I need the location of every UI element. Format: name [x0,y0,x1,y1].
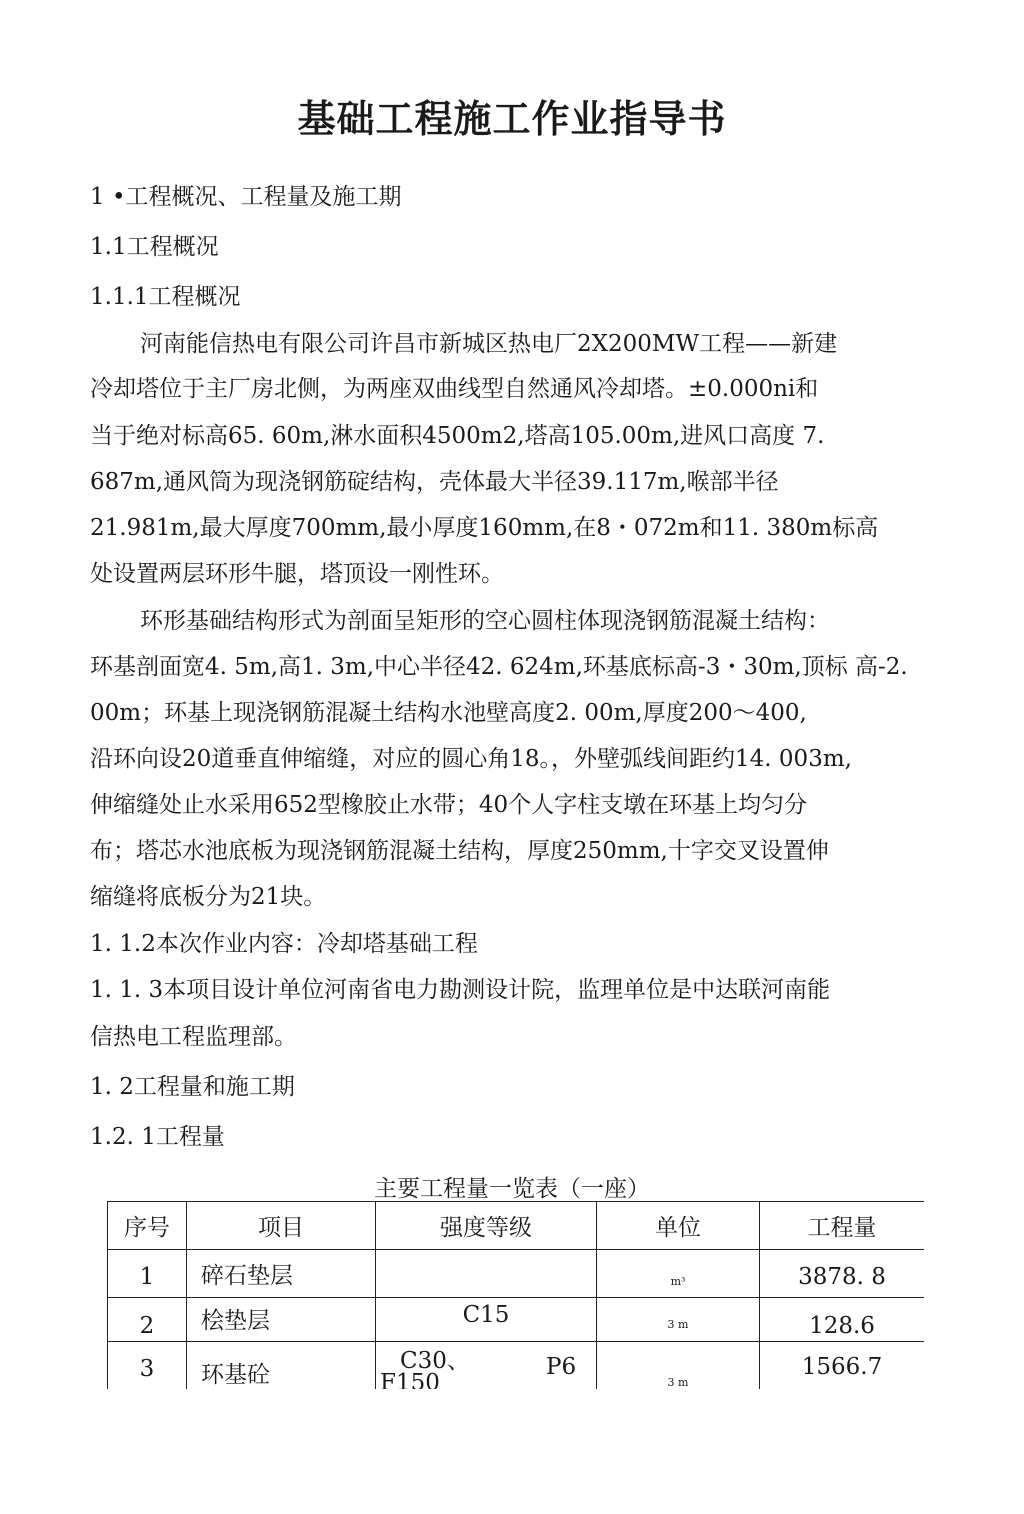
document-title: 基础工程施工作业指导书 [297,97,727,141]
cell-no: 2 [108,1298,187,1342]
header-unit: 单位 [597,1202,760,1250]
paragraph-line: 缩缝将底板分为21块。 [90,884,327,910]
paragraph-line: 687m,通风筒为现浇钢筋碇结构，壳体最大半径39.117m,喉部半径 [90,469,779,495]
cell-grade [376,1250,597,1298]
subsection-heading: 1.2. 1工程量 [90,1124,225,1150]
header-grade: 强度等级 [376,1202,597,1250]
paragraph-line: 当于绝对标高65. 60m,淋水面积4500m2,塔高105.00m,进风口高度 7. [90,423,825,449]
unit-label: m³ [670,1275,686,1288]
quantity-table [107,1201,924,1389]
table-row [108,1250,925,1298]
unit-label: 3 m [667,1376,689,1389]
paragraph-line: 21.981m,最大厚度700mm,最小厚度160mm,在8・072m和11. 380m标高 [90,515,879,541]
header-item: 项目 [187,1202,376,1250]
subsection-heading: 1.1.1工程概况 [90,284,241,310]
unit-label: 3 m [667,1318,689,1331]
table-row [108,1298,925,1342]
paragraph-line: 沿环向设20道垂直伸缩缝，对应的圆心角18。，外壁弧线间距约14. 003m, [90,746,852,772]
cell-qty: 1566.7 [760,1342,925,1390]
cell-qty: 128.6 [760,1298,925,1342]
cell-no: 1 [108,1250,187,1298]
cell-item: 桧垫层 [187,1298,376,1342]
cell-grade: C15 [376,1298,597,1342]
subsection-heading: 1.1工程概况 [90,234,219,260]
cell-grade-primary: C30、 [400,1348,470,1374]
header-no: 序号 [108,1202,187,1250]
paragraph-line: 00m；环基上现浇钢筋混凝土结构水池壁高度2. 00m,厚度200〜400, [90,700,807,726]
cell-grade-tertiary: F150 [380,1370,440,1389]
paragraph-line: 1. 1.2本次作业内容：冷却塔基础工程 [90,931,478,957]
table-header-row [108,1202,925,1250]
cell-grade-secondary: P6 [546,1354,577,1380]
table-row [108,1342,925,1390]
paragraph-line: 伸缩缝处止水采用652型橡胶止水带；40个人字柱支墩在环基上均匀分 [90,792,808,818]
section-heading: 1 •工程概况、工程量及施工期 [90,184,402,210]
paragraph-line: 处设置两层环形牛腿，塔顶设一刚性环。 [90,561,504,587]
header-qty: 工程量 [760,1202,925,1250]
paragraph-line: 1. 1. 3本项目设计单位河南省电力勘测设计院，监理单位是中达联河南能 [90,977,831,1003]
paragraph-line: 信热电工程监理部。 [90,1024,297,1050]
paragraph-line: 环基剖面宽4. 5m,高1. 3m,中心半径42. 624m,环基底标高-3・30m,顶标 高-2. [90,654,908,680]
cell-no: 3 [108,1342,187,1390]
paragraph-line: 冷却塔位于主厂房北侧，为两座双曲线型自然通风冷却塔。±0.000ni和 [90,376,819,402]
paragraph-line: 布；塔芯水池底板为现浇钢筋混凝土结构，厚度250mm,十字交叉设置伸 [90,838,829,864]
cell-qty: 3878. 8 [760,1250,925,1298]
table-caption: 主要工程量一览表（一座） [374,1176,650,1202]
cell-item: 碎石垫层 [187,1250,376,1298]
paragraph-line: 河南能信热电有限公司许昌市新城区热电厂2X200MW工程——新建 [140,331,838,357]
cell-item: 环基砼 [187,1342,376,1390]
subsection-heading: 1. 2工程量和施工期 [90,1074,295,1100]
paragraph-line: 环形基础结构形式为剖面呈矩形的空心圆柱体现浇钢筋混凝土结构： [140,608,830,634]
